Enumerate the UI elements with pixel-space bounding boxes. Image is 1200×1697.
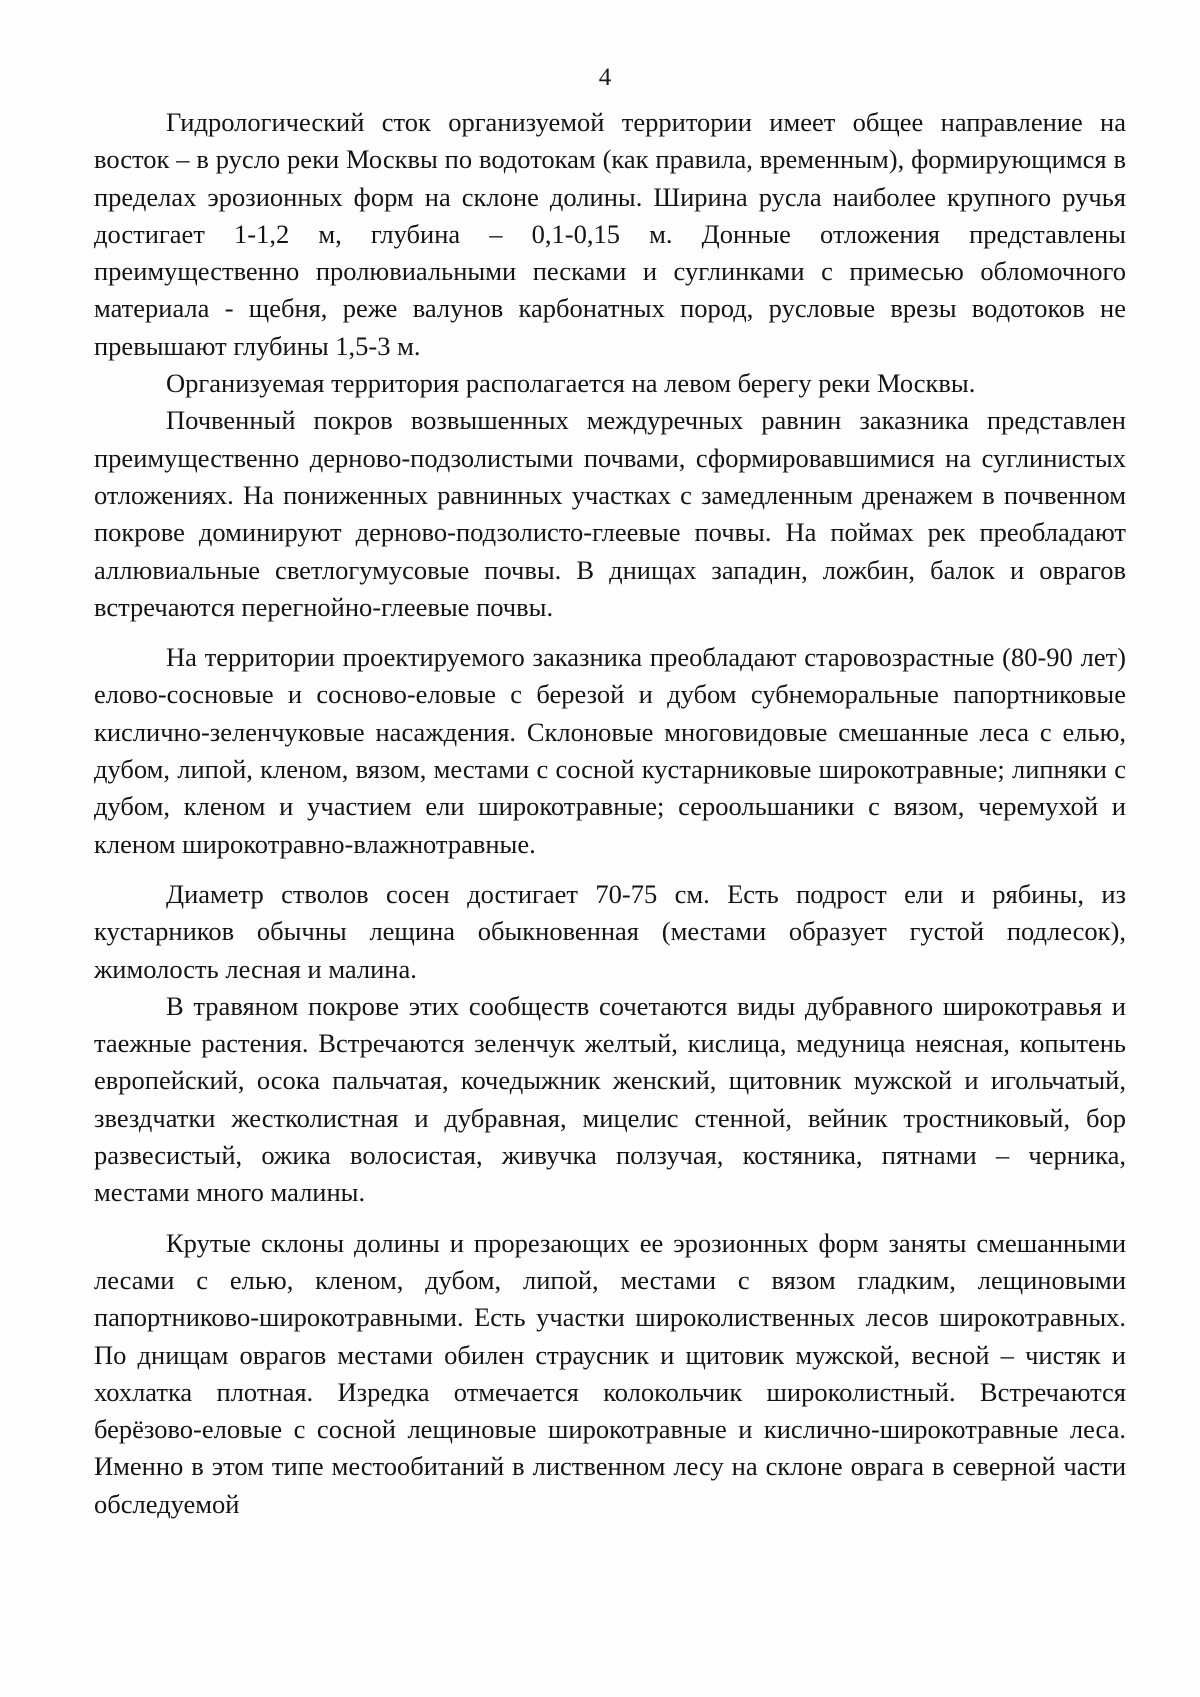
paragraph-tree-diameter: Диаметр стволов сосен достигает 70-75 см. Есть подрост ели и рябины, из кустарников обычны лещина обыкновенная (местами образует густой подлесок), жимолость лесная и малина. xyxy=(94,878,1126,984)
paragraph-location: Организуемая территория располагается на левом берегу реки Москвы. xyxy=(166,368,976,399)
page-number: 4 xyxy=(598,64,612,91)
document-body xyxy=(94,104,1126,1523)
paragraph-hydrology: Гидрологический сток организуемой территории имеет общее направление на восток – в русло реки Москвы по водотокам (как правила, временным), формирующимся в пределах эрозионных форм на склоне долины. Ширина русла наиболее крупного ручья достигает 1-1,2 м, глубина – 0,1-0,15 м. Донные отложения представлены преимущественно пролювиальными песками и суглинками с примесью обломочного материала - щебня, реже валунов карбонатных пород, русловые врезы водотоков не превышают глубины 1,5-3 м. xyxy=(94,107,1126,361)
paragraph-slopes: Крутые склоны долины и прорезающих ее эрозионных форм заняты смешанными лесами с елью, кленом, дубом, липой, местами с вязом гладким, лещиновыми папортниково-широкотравными. Есть участки широколиственных лесов широкотравных. По днищам оврагов местами обилен страусник и щитовик мужской, весной – чистяк и хохлатка плотная. Изредка отмечается колокольчик широколистный. Встречаются берёзово-еловые с сосной лещиновые широкотравные и кислично-широкотравные леса. Именно в этом типе местообитаний в лиственном лесу на склоне оврага в северной части обследуемой xyxy=(94,1227,1126,1519)
paragraph-soil-cover: Почвенный покров возвышенных междуречных равнин заказника представлен преимущественно дерново-подзолистыми почвами, сформировавшимися на суглинистых отложениях. На пониженных равнинных участках с замедленным дренажем в почвенном покрове доминируют дерново-подзолисто-глеевые почвы. На поймах рек преобладают аллювиальные светлогумусовые почвы. В днищах западин, ложбин, балок и оврагов встречаются перегнойно-глеевые почвы. xyxy=(94,405,1126,622)
paragraph-forest-stands: На территории проектируемого заказника преобладают старовозрастные (80-90 лет) елово-сосновые и сосново-еловые с березой и дубом субнеморальные папортниковые кислично-зеленчуковые насаждения. Склоновые многовидовые смешанные леса с елью, дубом, липой, кленом, вязом, местами с сосной кустарниковые широкотравные; липняки с дубом, кленом и участием ели широкотравные; сероольшаники с вязом, черемухой и кленом широкотравно-влажнотравные. xyxy=(94,642,1126,859)
paragraph-herb-layer: В травяном покрове этих сообществ сочетаются виды дубравного широкотравья и таежные растения. Встречаются зеленчук желтый, кислица, медуница неясная, копытень европейский, осока пальчатая, кочедыжник женский, щитовник мужской и игольчатый, звездчатки жестколистная и дубравная, мицелис стенной, вейник тростниковый, бор развесистый, ожика волосистая, живучка ползучая, костяника, пятнами – черника, местами много малины. xyxy=(94,990,1126,1208)
